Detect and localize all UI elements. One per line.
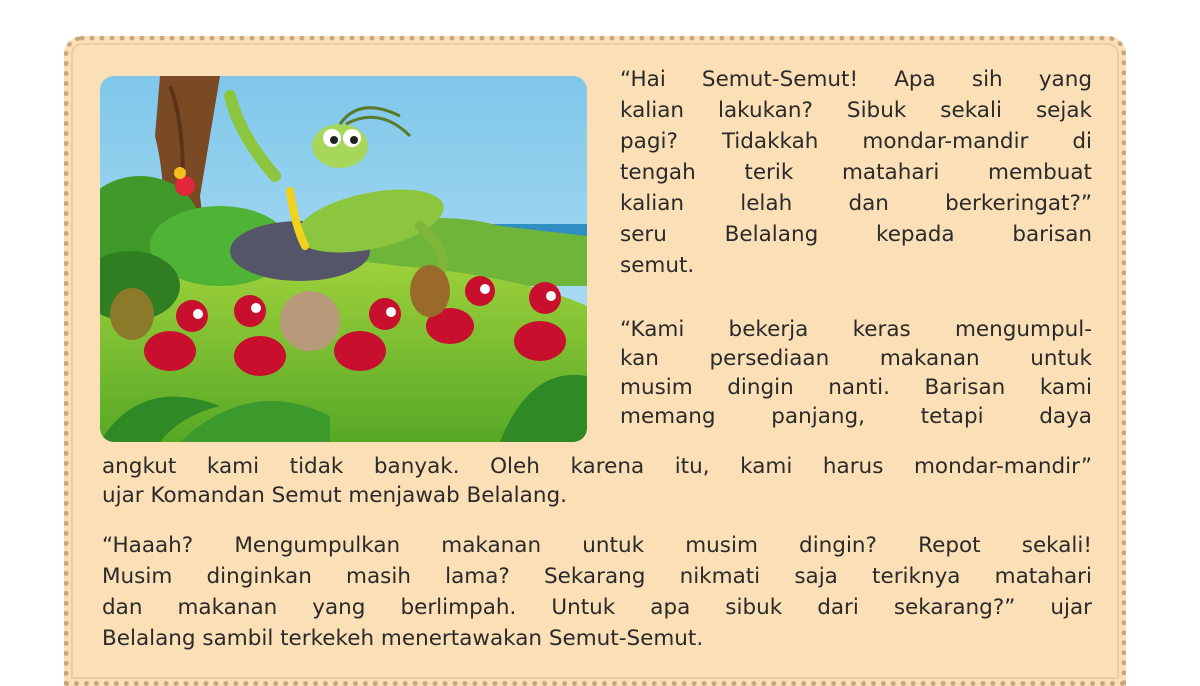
text-line: Musim dinginkan masih lama? Sekarang nikmati saja teriknya matahari bbox=[102, 564, 1092, 589]
text-line: “Hai Semut-Semut! Apa sih yang bbox=[620, 67, 1092, 92]
text-line: kalian lelah dan berkeringat?” bbox=[620, 191, 1092, 216]
text-line: musim dingin nanti. Barisan kami bbox=[620, 375, 1092, 400]
text-line: ujar Komandan Semut menjawab Belalang. bbox=[102, 483, 567, 508]
story-illustration bbox=[100, 76, 587, 442]
paragraph-ant-reply-end bbox=[102, 452, 1092, 510]
text-line: kan persediaan makanan untuk bbox=[620, 346, 1092, 371]
text-line: semut. bbox=[620, 253, 695, 278]
text-line: pagi? Tidakkah mondar-mandir di bbox=[620, 129, 1092, 154]
text-line: Belalang sambil terkekeh menertawakan Semut-Semut. bbox=[102, 626, 704, 651]
paragraph-grasshopper-laughs bbox=[102, 530, 1092, 654]
text-line: tengah terik matahari membuat bbox=[620, 160, 1092, 185]
text-line: kalian lakukan? Sibuk sekali sejak bbox=[620, 98, 1092, 123]
text-line: angkut kami tidak banyak. Oleh karena itu, kami harus mondar-mandir” bbox=[102, 454, 1092, 479]
text-line: memang panjang, tetapi daya bbox=[620, 404, 1092, 429]
paragraph-ant-reply-start bbox=[620, 315, 1092, 431]
paragraph-grasshopper-greeting bbox=[620, 64, 1092, 281]
grasshopper-and-ants-illustration bbox=[100, 76, 587, 442]
text-line: dan makanan yang berlimpah. Untuk apa sibuk dari sekarang?” ujar bbox=[102, 595, 1092, 620]
text-line: seru Belalang kepada barisan bbox=[620, 222, 1092, 247]
text-line: “Kami bekerja keras mengumpul- bbox=[620, 317, 1092, 342]
text-line: “Haaah? Mengumpulkan makanan untuk musim dingin? Repot sekali! bbox=[102, 533, 1092, 558]
